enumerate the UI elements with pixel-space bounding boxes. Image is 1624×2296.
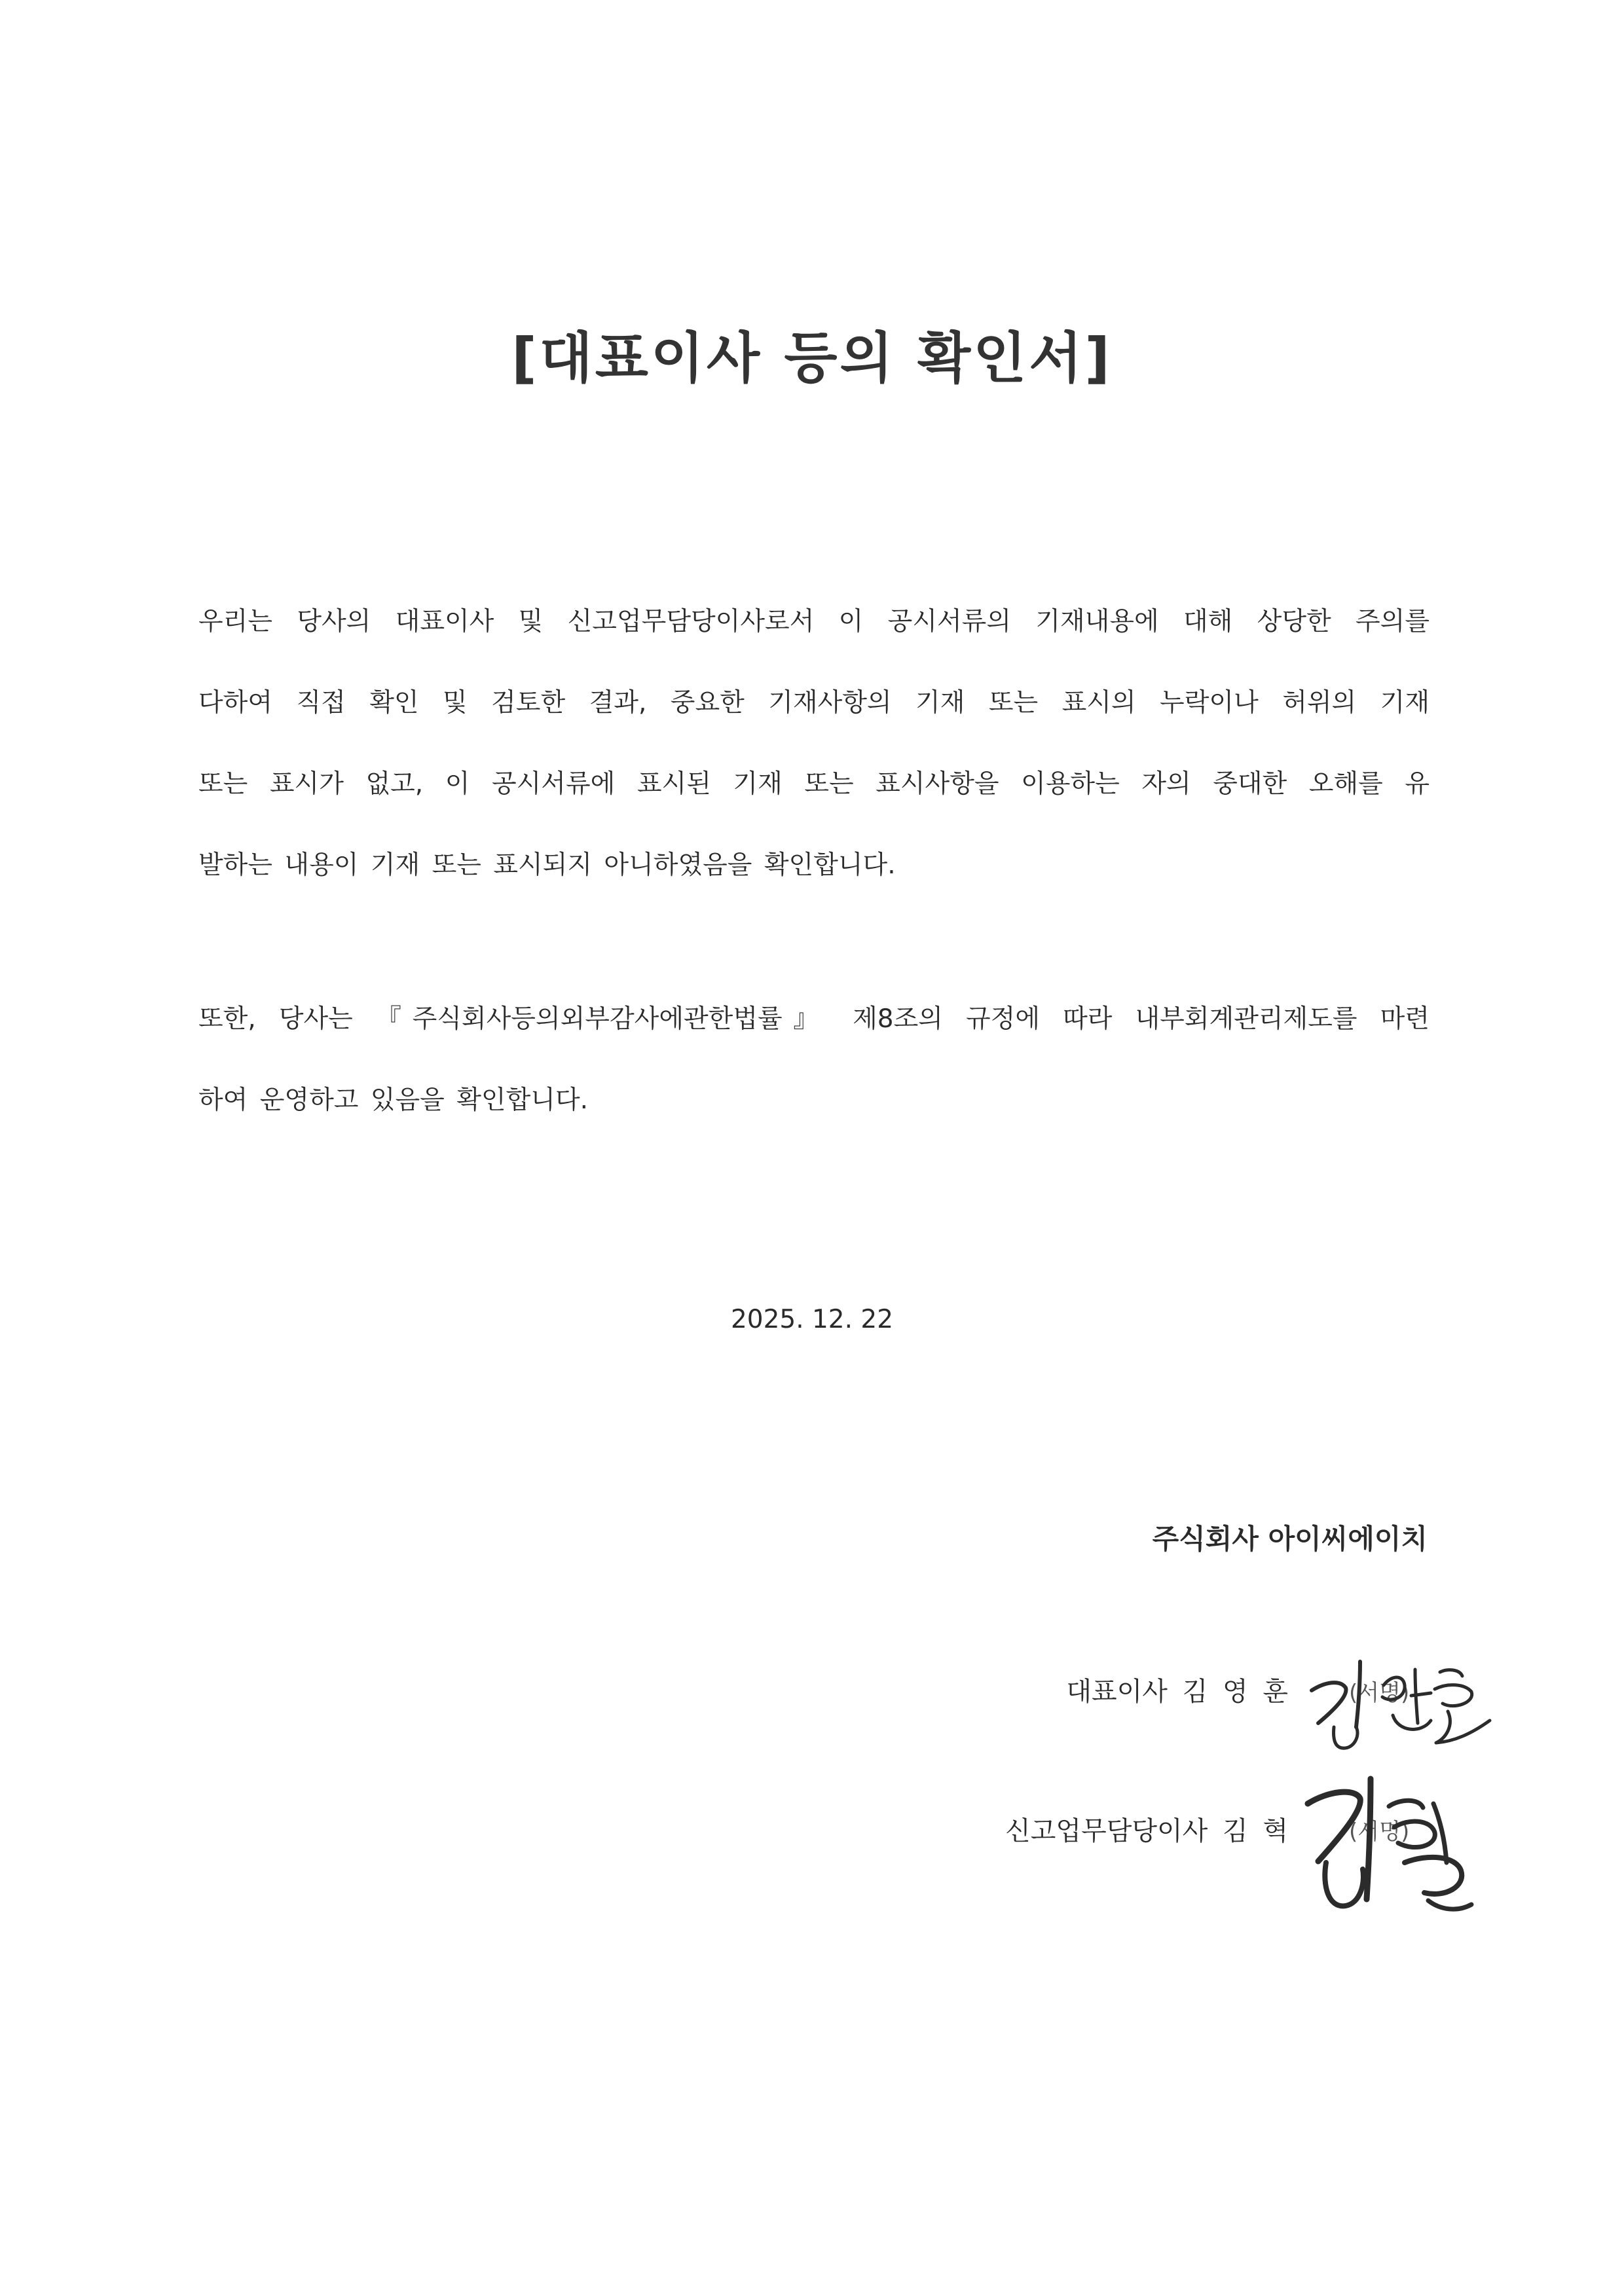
paragraph-confirmation (198, 581, 1430, 906)
document-title: [대표이사 등의 확인서] (511, 326, 1113, 390)
company-name: 주식회사 아이씨에이치 (1152, 1523, 1428, 1555)
paragraph-line: 다하여 직접 확인 및 검토한 결과, 중요한 기재사항의 기재 또는 표시의 누락이나 허위의 기재 (198, 688, 1430, 718)
handwritten-signature-ceo (1300, 1650, 1496, 1761)
paragraph-line: 우리는 당사의 대표이사 및 신고업무담당이사로서 이 공시서류의 기재내용에 대해 상당한 주의를 (198, 607, 1430, 636)
paragraph-internal-control (198, 979, 1430, 1141)
signer-ceo: 대표이사 김 영 훈 (1066, 1677, 1288, 1707)
document-date: 2025. 12. 22 (730, 1305, 894, 1334)
paragraph-line: 발하는 내용이 기재 또는 표시되지 아니하였음을 확인합니다. (198, 850, 896, 880)
signer-disclosure-director: 신고업무담당이사 김 혁 (1005, 1816, 1288, 1846)
sign-label-ceo: (서명) (1349, 1680, 1410, 1706)
paragraph-line: 하여 운영하고 있음을 확인합니다. (198, 1085, 589, 1115)
paragraph-line: 또한, 당사는 『주식회사등의외부감사에관한법률』 제8조의 규정에 따라 내부회계관리제도를 마련 (198, 1004, 1430, 1034)
sign-label-disclosure-director: (서명) (1349, 1819, 1410, 1845)
paragraph-line: 또는 표시가 없고, 이 공시서류에 표시된 기재 또는 표시사항을 이용하는 자의 중대한 오해를 유 (198, 769, 1430, 799)
handwritten-signature-disclosure-director (1300, 1764, 1483, 1922)
